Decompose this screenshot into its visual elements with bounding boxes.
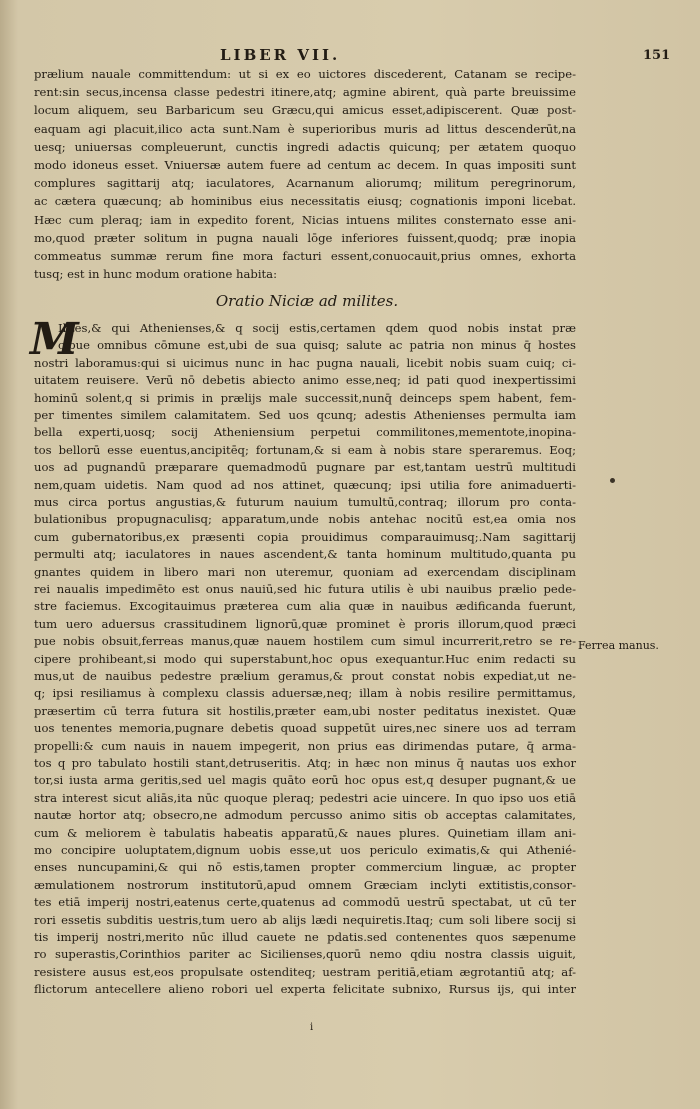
text-line: cum gubernatoribus,ex præsenti copia prouidimus comparauimusq;.Nam sagittarij [34, 530, 576, 544]
text-line: resistere ausus est,eos propulsate ostenditeq; uestram peritiā,etiam ægrotantiū atq; af- [34, 965, 576, 979]
text-line: cum & meliorem è tabulatis habeatis apparatū,& naues plures. Quinetiam illam ani- [34, 826, 576, 840]
text-line: rei naualis impedimēto est onus nauiū,sed hic futura utilis è ubi nauibus prælio pede- [34, 583, 576, 596]
running-head: LIBER VII. [220, 46, 341, 64]
text-line: rent:sin secus,incensa classe pedestri itinere,atq; agmine abirent, quà parte breuissime [34, 86, 576, 100]
text-line: nostri laboramus:qui si uicimus nunc in hac pugna nauali, licebit nobis suam cuiq; ci- [34, 356, 576, 370]
text-line: mo concipire uoluptatem,dignum uobis esse,ut uos periculo eximatis,& qui Athenié- [34, 844, 576, 857]
text-line: stra interest sicut aliās,ita nūc quoque pleraq; pedestri acie uincere. In quo ipso uos etiā [34, 791, 576, 805]
text-line: tes etiā imperij nostri,eatenus certe,quatenus ad commodū uestrū spectabat, ut cū ter [34, 896, 576, 910]
text-line: prælium nauale committendum: ut si ex eo uictores discederent, Catanam se recipe- [34, 68, 576, 81]
text-line: mus circa portus angustias,& futurum nauium tumultū,contraq; illorum pro conta- [34, 496, 576, 509]
text-line: tusq; est in hunc modum oratione habita: [34, 268, 278, 282]
text-line: uos tenentes memoria,pugnare debetis quoad suppetūt uires,nec sinere uos ad terram [34, 722, 576, 736]
text-line: mus,ut de nauibus pedestre prælium geramus,& prout constat nobis expediat,ut ne- [34, 670, 576, 683]
text-line: cipue omnibus cōmune est,ubi de sua quisq; salute ac patria non minus q̄ hostes [58, 339, 576, 353]
text-line: tos q pro tabulato hostili stant,detruseritis. Atq; in hæc non minus q̄ nautas uos exhor [34, 757, 576, 770]
text-line: tum uero aduersus crassitudinem lignorū,quæ prominet è proris illorum,quod præci [34, 617, 576, 631]
text-line: cipere prohibeant,si modo qui superstabunt,hoc opus exequantur.Huc enim redacti su [34, 652, 576, 666]
text-line: flictorum antecellere alieno robori uel experta felicitate subnixo, Rursus ijs, qui inter [34, 983, 576, 997]
text-line: stre faciemus. Excogitauimus præterea cum alia quæ in nauibus ædificanda fuerunt, [34, 600, 576, 614]
text-line: gnantes quidem in libero mari non uteremur, quoniam ad exercendam disciplinam [34, 565, 576, 579]
text-line: Hæc cum pleraq; iam in expedito forent, Nicias intuens milites consternato esse ani- [34, 213, 576, 227]
text-line: hominū solent,q si primis in prælijs male successit,nunq̄ deinceps spem habent, fem- [34, 391, 576, 405]
text-line: nem,quam uidetis. Nam quod ad nos attinet, quæcunq; ipsi utilia fore animaduerti- [34, 478, 576, 492]
section-heading: Oratio Niciæ ad milites. [215, 292, 399, 310]
text-line: uitatem reuisere. Verū nō debetis abiecto animo esse,neq; id pati quod inexpertissimi [34, 374, 576, 388]
text-line: rori essetis subditis uestris,tum uero ab alijs lædi nequiretis.Itaq; cum soli libere socij si [34, 913, 576, 927]
text-line: ro superastis,Corinthios pariter ac Sicilienses,quorū nemo qdiu nostra classis uiguit, [34, 948, 576, 962]
text-line: pue nobis obsuit,ferreas manus,quæ nauem hostilem cum simul incurrerit,retro se re- [34, 635, 576, 649]
text-line: æmulationem nostrorum institutorū,apud omnem Græciam inclyti extitistis,consor- [34, 878, 576, 892]
text-line: modo idoneus esset. Vniuersæ autem fuere ad centum ac decem. In quas impositi sunt [34, 159, 576, 172]
text-line: tos bellorū esse euentus,ancipitēq; fortunam,& si eam à nobis stare speraremus. Eoq; [34, 443, 576, 457]
text-line: Ilites,& qui Athenienses,& q socij estis,certamen qdem quod nobis instat præ [58, 322, 576, 335]
page-number: 151 [643, 48, 671, 63]
text-line: enses nuncupamini,& qui nō estis,tamen propter commercium linguæ, ac propter [34, 861, 576, 875]
drop-capital: M [30, 314, 79, 365]
text-line: q; ipsi resiliamus à complexu classis aduersæ,neq; illam à nobis resilire permittamus, [34, 687, 576, 701]
text-line: nautæ hortor atq; obsecro,ne admodum percusso animo sitis ob acceptas calamitates, [34, 809, 576, 823]
text-line: complures sagittarij atq; iaculatores, Acarnanum aliorumq; militum peregrinorum, [34, 177, 576, 191]
text-line: permulti atq; iaculatores in naues ascendent,& tanta hominum multitudo,quanta pu [34, 548, 576, 562]
text-line: mo,quod præter solitum in pugna nauali lōge inferiores fuissent,quodq; præ inopia [34, 231, 576, 245]
text-line: præsertim cū terra futura sit hostilis,præter eam,ubi noster peditatus inexistet. Quæ [34, 704, 576, 718]
margin-mark [610, 478, 615, 483]
text-line: eaquam agi placuit,ilico acta sunt.Nam è superioribus muris ad littus descenderūt,na [34, 122, 576, 136]
text-line: per timentes similem calamitatem. Sed uos qcunq; adestis Athenienses permulta iam [34, 409, 576, 422]
text-line: locum aliquem, seu Barbaricum seu Græcu,qui amicus esset,adipiscerent. Quæ post- [34, 104, 576, 118]
margin-note: Ferrea manus. [578, 639, 659, 652]
text-line: uos ad pugnandū præparare quemadmodū pugnare par est,tantam uestrū multitudi [34, 461, 576, 475]
text-line: propelli:& cum nauis in nauem impegerit, non prius eas dirimendas putare, q̄ arma- [34, 739, 576, 753]
text-line: tor,si iusta arma geritis,sed uel magis quāto eorū hoc opus est,q desuper pugnant,& ue [34, 774, 576, 788]
text-line: tis imperij nostri,merito nūc illud cauete ne pdatis.sed contenentes quos sæpenume [34, 931, 576, 944]
signature-mark: i [310, 1022, 314, 1033]
text-line: bella experti,uosq; socij Atheniensium perpetui commilitones,mementote,inopina- [34, 426, 576, 440]
text-line: bulationibus propugnaculisq; apparatum,unde nobis antehac nocitū est,ea omia nos [34, 513, 576, 527]
text-line: commeatus summæ rerum fine mora facturi essent,conuocauit,prius omnes, exhorta [34, 250, 576, 263]
text-line: ac cætera quæcunq; ab hominibus eius necessitatis eiusq; cognationis imponi licebat. [34, 195, 576, 209]
text-line: uesq; uniuersas compleuerunt, cunctis ingredi adactis quicunq; per ætatem quoquo [34, 140, 576, 154]
